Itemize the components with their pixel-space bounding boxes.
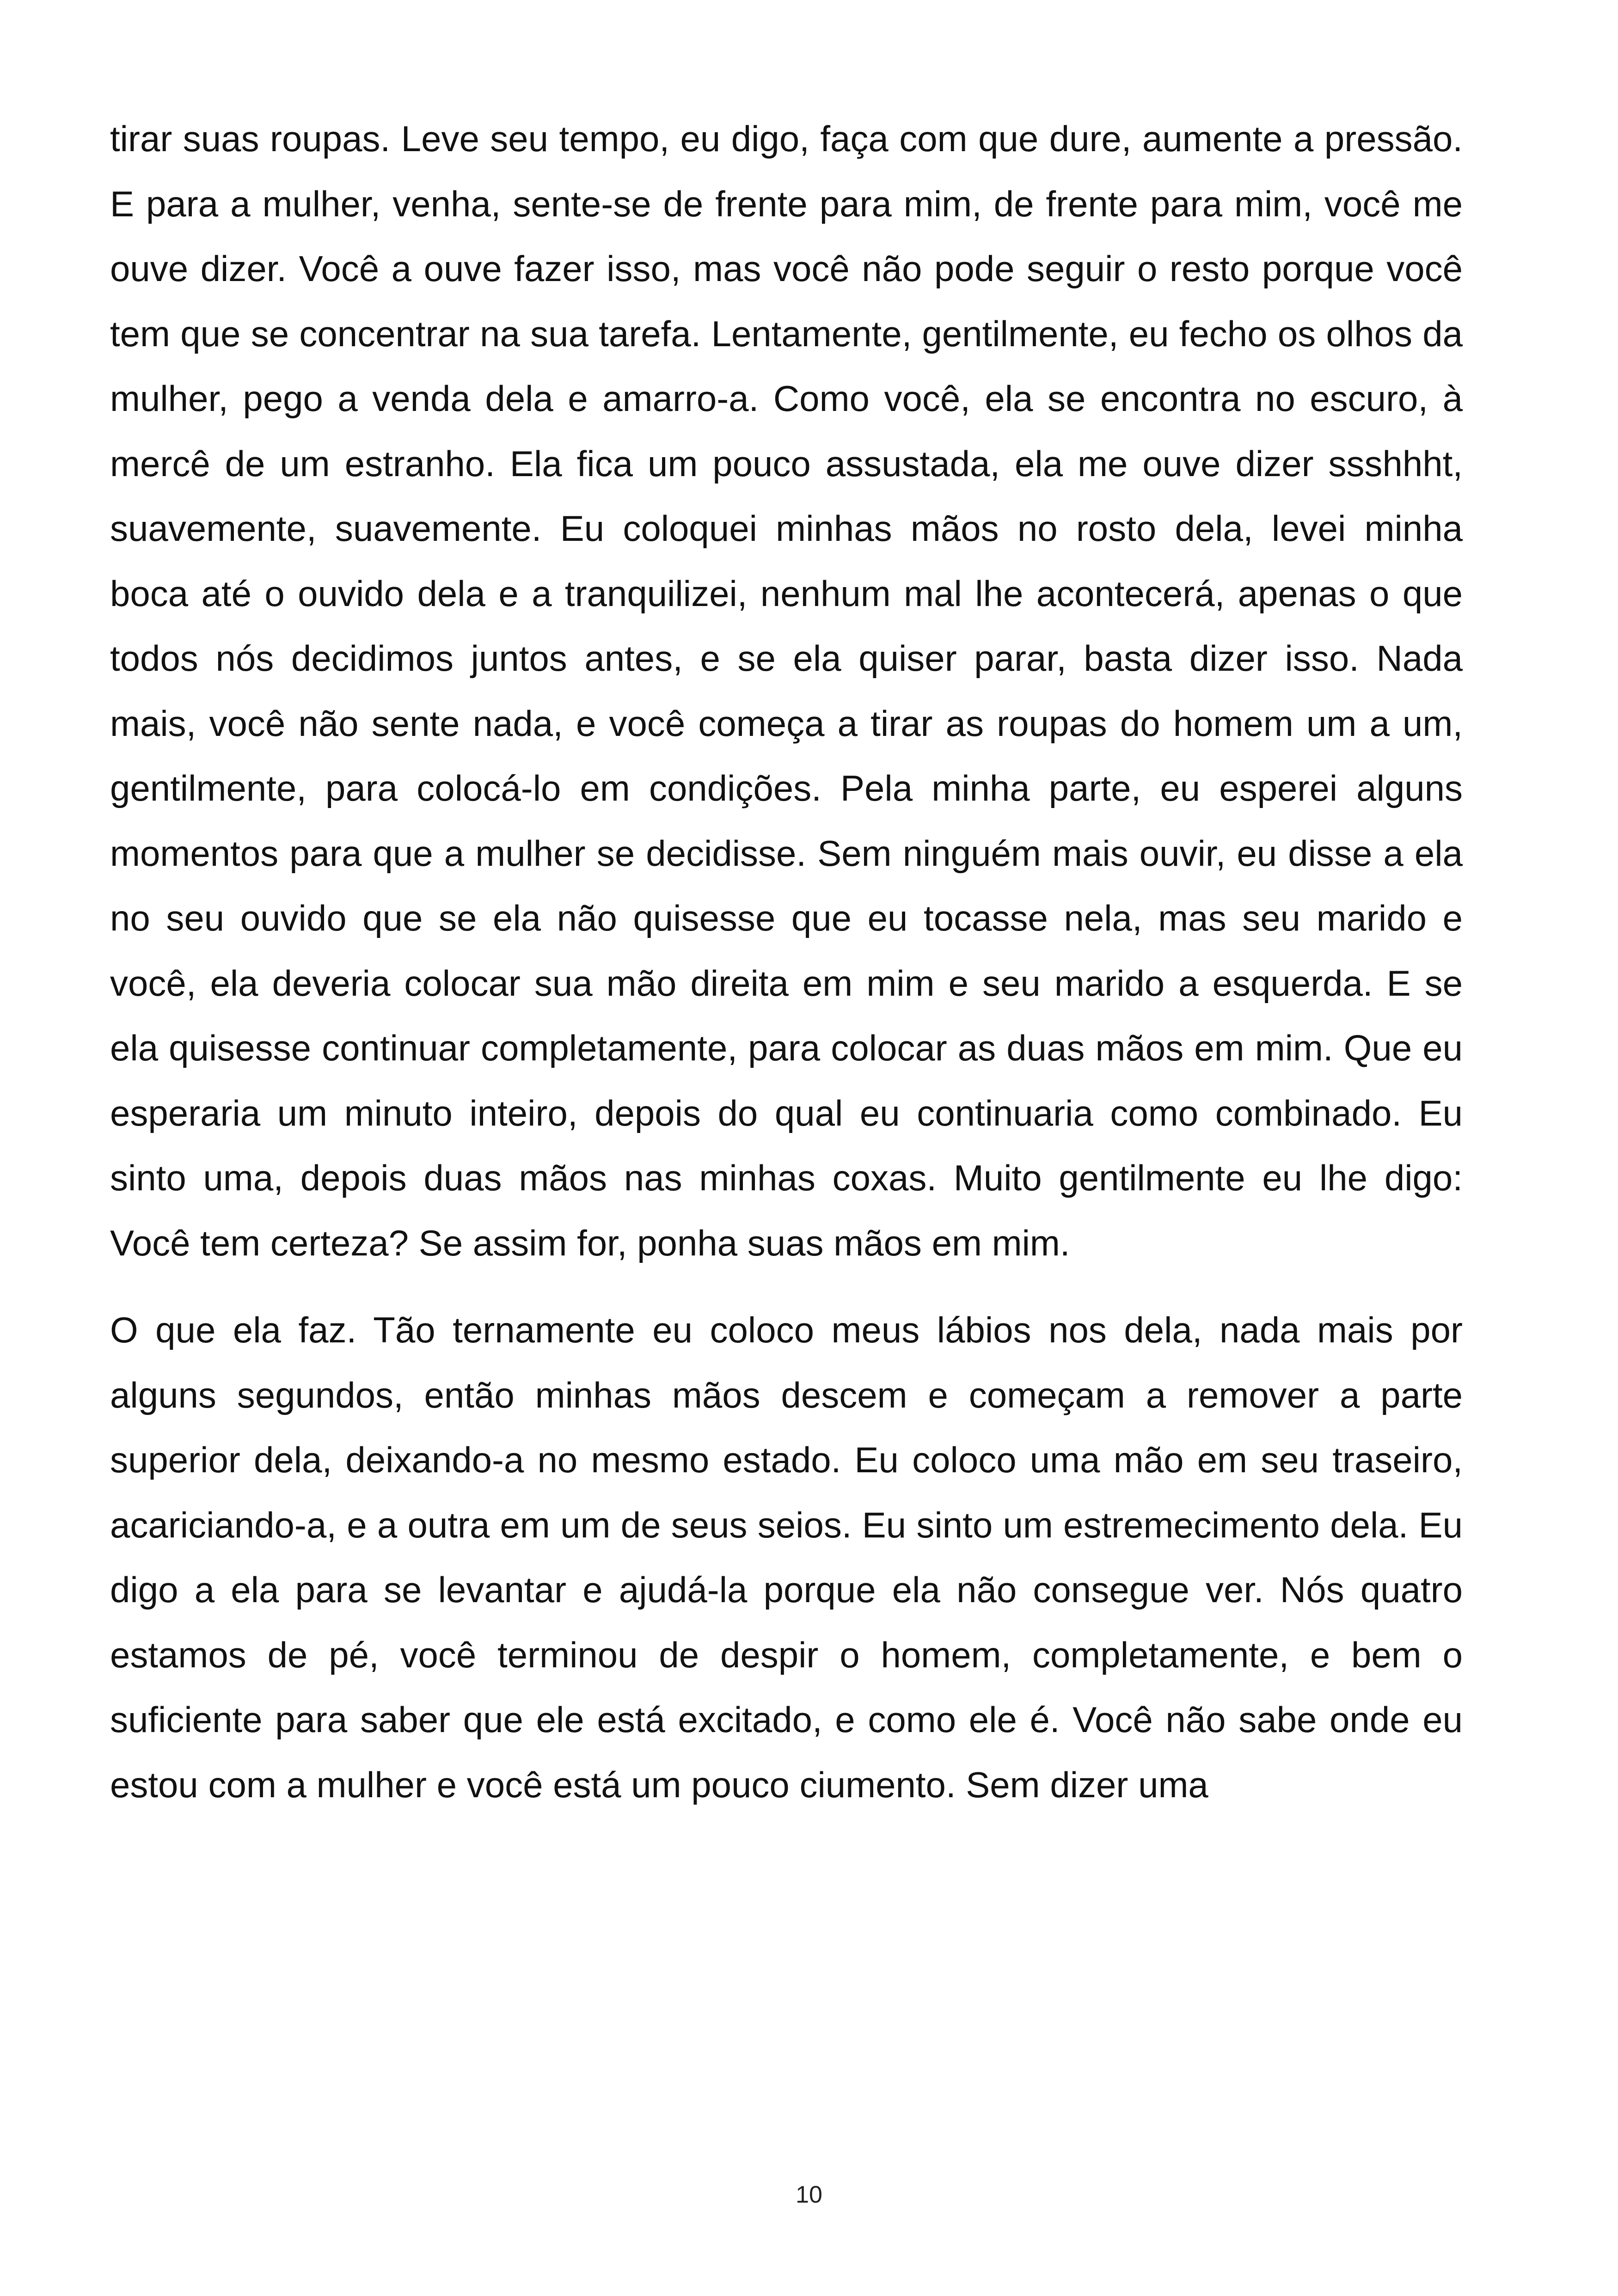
- paragraph-2: O que ela faz. Tão ternamente eu coloco meus lábios nos dela, nada mais por alguns segundos, então minhas mãos descem e começam a remover a parte superior dela, deixando-a no mesmo estado. Eu coloco uma mão em seu traseiro, acariciando-a, e a outra em um de seus seios. Eu sinto um estremecimento dela. Eu digo a ela para se levantar e ajudá-la porque ela não consegue ver. Nós quatro estamos de pé, você terminou de despir o homem, completamente, e bem o suficiente para saber que ele está excitado, e como ele é. Você não sabe onde eu estou com a mulher e você está um pouco ciumento. Sem dizer uma: [110, 1310, 1463, 1805]
- paragraph-1: tirar suas roupas. Leve seu tempo, eu digo, faça com que dure, aumente a pressão. E para a mulher, venha, sente-se de frente para mim, de frente para mim, você me ouve dizer. Você a ouve fazer isso, mas você não pode seguir o resto porque você tem que se concentrar na sua tarefa. Lentamente, gentilmente, eu fecho os olhos da mulher, pego a venda dela e amarro-a. Como você, ela se encontra no escuro, à mercê de um estranho. Ela fica um pouco assustada, ela me ouve dizer ssshhht, suavemente, suavemente. Eu coloquei minhas mãos no rosto dela, levei minha boca até o ouvido dela e a tranquilizei, nenhum mal lhe acontecerá, apenas o que todos nós decidimos juntos antes, e se ela quiser parar, basta dizer isso. Nada mais, você não sente nada, e você começa a tirar as roupas do homem um a um, gentilmente, para colocá-lo em condições. Pela minha parte, eu esperei alguns momentos para que a mulher se decidisse. Sem ninguém mais ouvir, eu disse a ela no seu ouvido que se ela não quisesse que eu tocasse nela, mas seu marido e você, ela deveria colocar sua mão direita em mim e seu marido a esquerda. E se ela quisesse continuar completamente, para colocar as duas mãos em mim. Que eu esperaria um minuto inteiro, depois do qual eu continuaria como combinado. Eu sinto uma, depois duas mãos nas minhas coxas. Muito gentilmente eu lhe digo: Você tem certeza? Se assim for, ponha suas mãos em mim.: [110, 118, 1463, 1263]
- body-text: [110, 106, 1463, 1817]
- page-number: 10: [796, 2181, 822, 2208]
